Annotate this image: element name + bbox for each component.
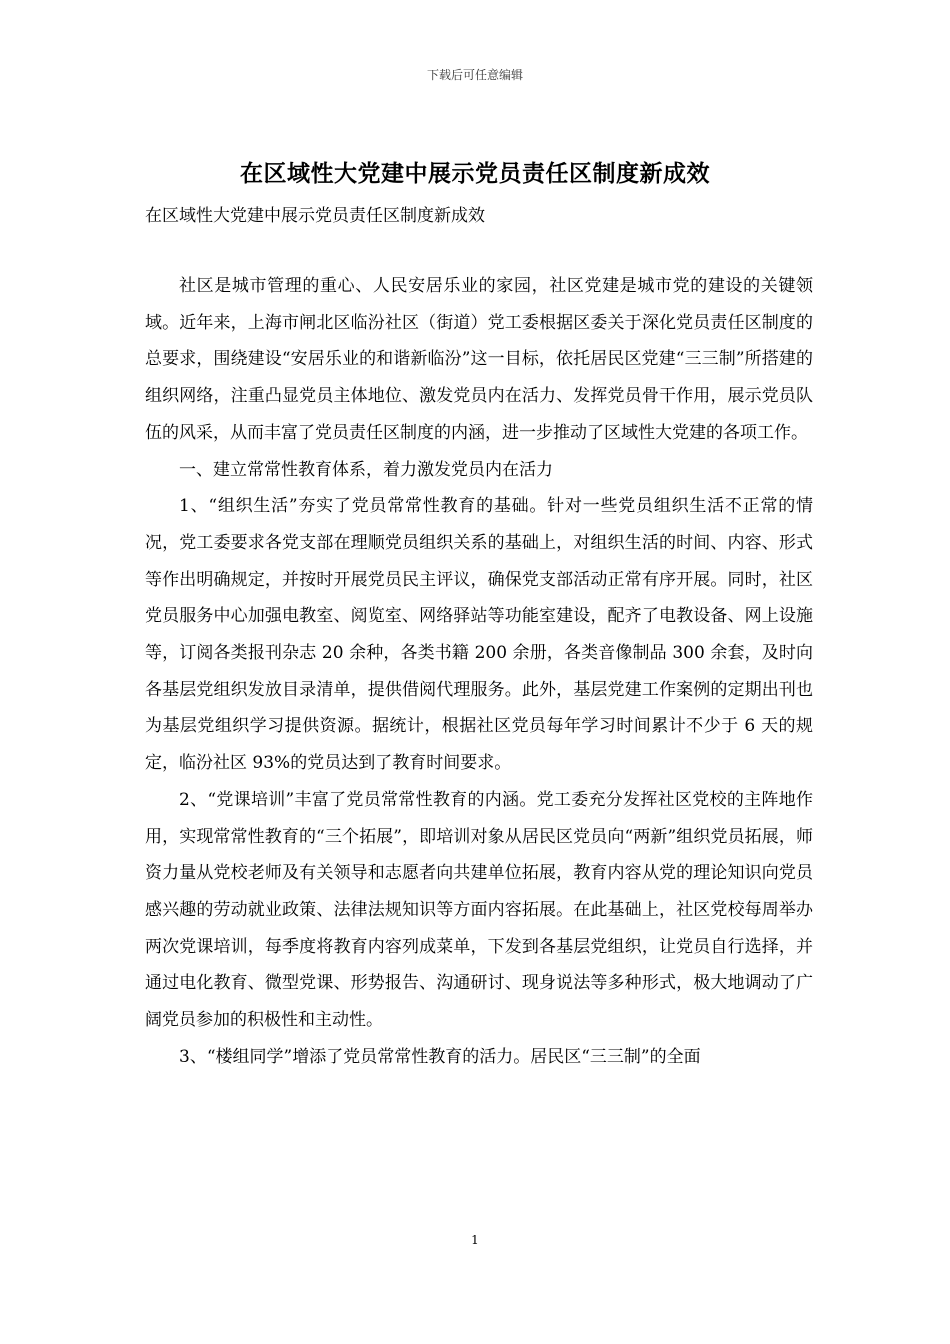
paragraph-item-1: 1、“组织生活”夯实了党员常常性教育的基础。针对一些党员组织生活不正常的情况，党工委要求各党支部在理顺党员组织关系的基础上，对组织生活的时间、内容、形式等作出明确规定，并按时开展党员民主评议，确保党支部活动正常有序开展。同时，社区党员服务中心加强电教室、阅览室、网络驿站等功能室建设，配齐了电教设备、网上设施等，订阅各类报刊杂志 20 余种，各类书籍 200 余册，各类音像制品 300 余套，及时向各基层党组织发放目录清单，提供借阅代理服务。此外，基层党建工作案例的定期出刊也为基层党组织学习提供资源。据统计，根据社区党员每年学习时间累计不少于 6 天的规定，临汾社区 93%的党员达到了教育时间要求。 (145, 496, 813, 774)
paragraph-item-2: 2、“党课培训”丰富了党员常常性教育的内涵。党工委充分发挥社区党校的主阵地作用，实现常常性教育的“三个拓展”，即培训对象从居民区党员向“两新”组织党员拓展，师资力量从党校老师及有关领导和志愿者向共建单位拓展，教育内容从党的理论知识向党员感兴趣的劳动就业政策、法律法规知识等方面内容拓展。在此基础上，社区党校每周举办两次党课培训，每季度将教育内容列成菜单，下发到各基层党组织，让党员自行选择，并通过电化教育、微型党课、形势报告、沟通研讨、现身说法等多种形式，极大地调动了广阔党员参加的积极性和主动性。 (145, 789, 813, 1031)
section-heading-1: 一、建立常常性教育体系，着力激发党员内在活力 (179, 459, 553, 480)
paragraph-item-3: 3、“楼组同学”增添了党员常常性教育的活力。居民区“三三制”的全面 (179, 1046, 701, 1067)
page-number: 1 (471, 1233, 479, 1247)
document-subtitle: 在区域性大党建中展示党员责任区制度新成效 (145, 206, 485, 226)
paragraph-intro: 社区是城市管理的重心、人民安居乐业的家园，社区党建是城市党的建设的关键领域。近年来，上海市闸北区临汾社区（街道）党工委根据区委关于深化党员责任区制度的总要求，围绕建设“安居乐业的和谐新临汾”这一目标，依托居民区党建“三三制”所搭建的组织网络，注重凸显党员主体地位、激发党员内在活力、发挥党员骨干作用，展示党员队伍的风采，从而丰富了党员责任区制度的内涵，进一步推动了区域性大党建的各项工作。 (145, 276, 813, 443)
header-note: 下载后可任意编辑 (426, 68, 523, 82)
document-title: 在区域性大党建中展示党员责任区制度新成效 (240, 160, 710, 187)
document-body (145, 268, 813, 1075)
